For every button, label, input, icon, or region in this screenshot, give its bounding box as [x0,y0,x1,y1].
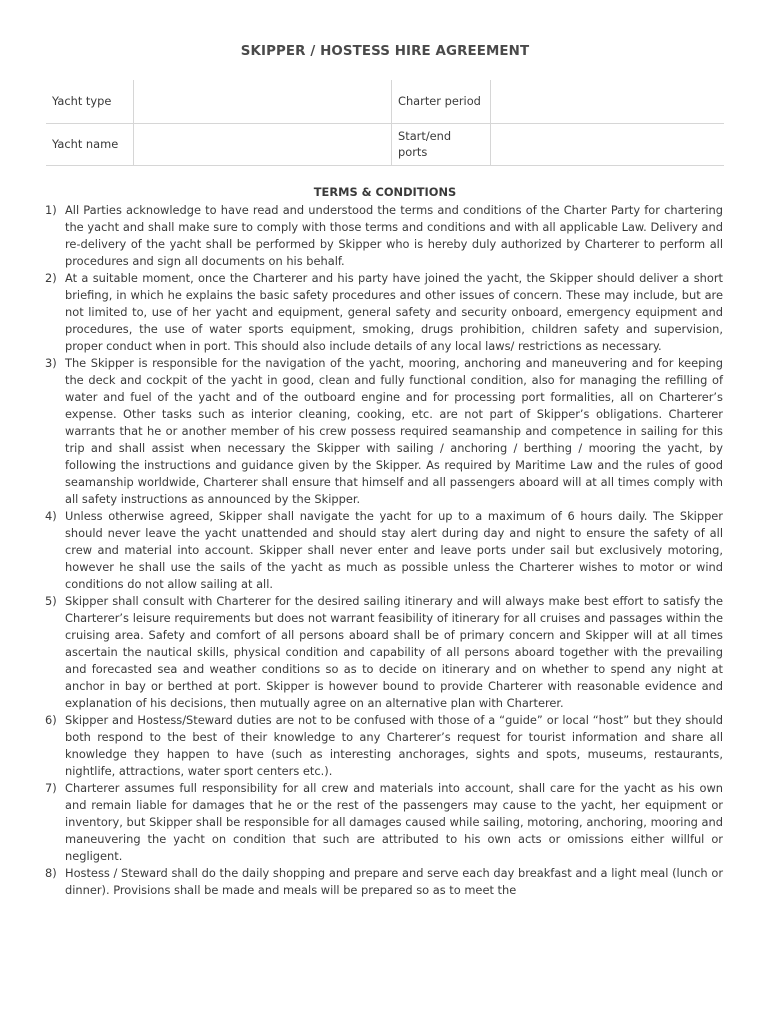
term-number: 2) [45,271,57,285]
term-number: 7) [45,781,57,795]
term-text: Skipper shall consult with Charterer for the desired sailing itinerary and will always make best effort to satisfy the Charterer’s leisure requirements but does not warrant feasibility of itinerary for all cruises and passages within the cruising area. Safety and comfort of all persons aboard shall be of primary concern and Skipper will at all times ascertain the nautical skills, physical condition and capability of all persons aboard together with the prevailing and forecasted sea and weather conditions so as to decide on itinerary and on whether to spend any night at anchor in bay or berthed at port. Skipper is however bound to provide Charterer with reasonable evidence and explanation of his decisions, then mutually agree on an alternative plan with Charterer. [65,594,723,710]
term-item [45,780,723,865]
terms-list [45,202,723,899]
term-text: Unless otherwise agreed, Skipper shall navigate the yacht for up to a maximum of 6 hours daily. The Skipper should never leave the yacht unattended and should stay alert during day and night to ensure the safety of all crew and material into account. Skipper shall never enter and leave ports under sail but exclusively motoring, however he shall use the sails of the yacht as much as possible unless the Charterer wishes to motor or wind conditions do not allow sailing at all. [65,509,723,591]
yacht-type-label: Yacht type [46,80,134,123]
term-text: All Parties acknowledge to have read and understood the terms and conditions of the Charter Party for chartering the yacht and shall make sure to comply with those terms and conditions and with all applicable Law. Delivery and re-delivery of the yacht shall be performed by Skipper who is hereby duly authorized by Charterer to perform all procedures and sign all documents on his behalf. [65,203,723,268]
term-item [45,712,723,780]
term-text: Hostess / Steward shall do the daily shopping and prepare and serve each day breakfast and a light meal (lunch or dinner). Provisions shall be made and meals will be prepared so as to meet the [65,866,723,897]
term-number: 5) [45,594,57,608]
term-number: 1) [45,203,57,217]
term-number: 4) [45,509,57,523]
info-row-2 [46,123,724,165]
term-item [45,508,723,593]
term-number: 6) [45,713,57,727]
charter-info-table [46,80,724,166]
term-text: At a suitable moment, once the Charterer and his party have joined the yacht, the Skipper should deliver a short briefing, in which he explains the basic safety procedures and other issues of concern. These may include, but are not limited to, use of her yacht and equipment, general safety and security onboard, emergency equipment and procedures, the use of water sports equipment, smoking, drugs prohibition, children safety and supervision, proper conduct when in port. This should also include details of any local laws/ restrictions as necessary. [65,271,723,353]
info-row-1 [46,80,724,123]
term-item [45,270,723,355]
start-end-ports-field[interactable] [491,123,725,165]
yacht-name-label: Yacht name [46,123,134,165]
term-text: The Skipper is responsible for the navigation of the yacht, mooring, anchoring and maneuvering and for keeping the deck and cockpit of the yacht in good, clean and fully functional condition, also for managing the refilling of water and fuel of the yacht and of the outboard engine and for processing port formalities, all on Charterer’s expense. Other tasks such as interior cleaning, cooking, etc. are not part of Skipper’s obligations. Charterer warrants that he or another member of his crew possess required seamanship and competence in sailing for this trip and shall assist when necessary the Skipper with sailing / anchoring / berthing / mooring the yacht, by following the instructions and guidance given by the Skipper. As required by Maritime Law and the rules of good seamanship worldwide, Charterer shall ensure that himself and all passengers aboard will at all times comply with all safety instructions as announced by the Skipper. [65,356,723,506]
term-item [45,593,723,712]
term-item [45,355,723,508]
term-number: 3) [45,356,57,370]
charter-period-field[interactable] [491,80,725,123]
term-item [45,865,723,899]
term-text: Charterer assumes full responsibility for all crew and materials into account, shall care for the yacht as his own and remain liable for damages that he or the rest of the passengers may cause to the yacht, her equipment or inventory, but Skipper shall be responsible for all damages caused while sailing, motoring, anchoring, mooring and maneuvering the yacht on condition that such are attributed to his own acts or omissions either willful or negligent. [65,781,723,863]
yacht-name-field[interactable] [134,123,392,165]
term-text: Skipper and Hostess/Steward duties are not to be confused with those of a “guide” or local “host” but they should both respond to the best of their knowledge to any Charterer’s request for tourist information and share all knowledge they happen to have (such as interesting anchorages, sights and spots, museums, restaurants, nightlife, attractions, water sport centers etc.). [65,713,723,778]
start-end-ports-label: Start/end ports [392,123,491,165]
document-title: SKIPPER / HOSTESS HIRE AGREEMENT [240,44,530,59]
yacht-type-field[interactable] [134,80,392,123]
term-number: 8) [45,866,57,880]
term-item [45,202,723,270]
charter-period-label: Charter period [392,80,491,123]
terms-heading: TERMS & CONDITIONS [313,185,457,199]
